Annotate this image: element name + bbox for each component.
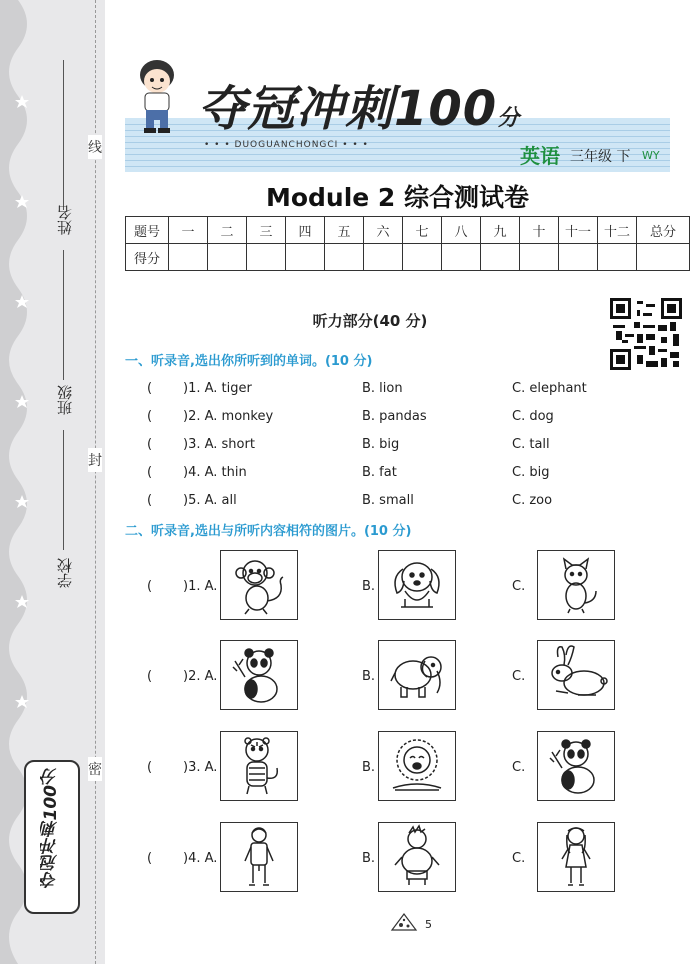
monkey-icon[interactable] — [220, 550, 298, 620]
name-line — [63, 60, 64, 210]
score-table-score-row — [126, 244, 690, 271]
score-cell[interactable] — [364, 244, 403, 271]
answer-blank[interactable]: ( — [147, 381, 153, 396]
s1-q1-option-b: B. lion — [362, 381, 403, 396]
section1-heading: 一、听录音,选出你所听到的单词。(10 分) — [125, 354, 373, 369]
score-table-header-row — [126, 217, 690, 244]
section2-heading: 二、听录音,选出与所听内容相符的图片。(10 分) — [125, 524, 412, 539]
s1-q5-option-c: C. zoo — [512, 493, 553, 508]
s2-q2-label-b: B. — [362, 669, 376, 684]
boy-icon[interactable] — [220, 822, 298, 892]
side-logo — [24, 760, 80, 914]
score-cell[interactable] — [481, 244, 520, 271]
s2-q2-label-c: C. — [512, 669, 526, 684]
grade-label: 三年级 下 — [570, 149, 631, 165]
s2-q1-label-b: B. — [362, 579, 376, 594]
cat-icon[interactable] — [537, 550, 615, 620]
answer-blank[interactable]: ( — [147, 409, 153, 424]
score-cell[interactable] — [520, 244, 559, 271]
page-number: 5 — [425, 918, 432, 931]
rabbit-icon[interactable] — [537, 640, 615, 710]
table-col: 七 — [403, 217, 442, 244]
score-cell[interactable] — [286, 244, 325, 271]
page-title: Module 2 综合测试卷 — [265, 183, 530, 212]
s1-q2-option-b: B. pandas — [362, 409, 427, 424]
school-label: 学校 — [56, 558, 74, 588]
panda-icon[interactable] — [220, 640, 298, 710]
table-col: 十二 — [598, 217, 637, 244]
answer-blank[interactable]: ( — [147, 579, 153, 594]
s1-q4-option-a: )4. A. thin — [183, 465, 247, 480]
table-col: 四 — [286, 217, 325, 244]
answer-blank[interactable]: ( — [147, 851, 153, 866]
school-line — [63, 430, 64, 550]
table-col: 六 — [364, 217, 403, 244]
s1-q1-option-a: )1. A. tiger — [183, 381, 252, 396]
table-col: 三 — [247, 217, 286, 244]
answer-blank[interactable]: ( — [147, 465, 153, 480]
side-logo-text: 夺冠冲刺100分 — [41, 768, 61, 889]
dog-icon[interactable] — [378, 550, 456, 620]
table-col: 十 — [520, 217, 559, 244]
table-col: 一 — [169, 217, 208, 244]
s1-q4-option-b: B. fat — [362, 465, 397, 480]
logo-title: 夺冠冲刺100分 — [198, 81, 521, 137]
tiger-icon[interactable] — [220, 731, 298, 801]
boy-mascot-icon — [130, 55, 185, 135]
qr-code-icon[interactable] — [610, 298, 682, 370]
s1-q3-option-c: C. tall — [512, 437, 550, 452]
class-label: 班级 — [56, 385, 74, 415]
s2-q4-label-b: B. — [362, 851, 376, 866]
cheese-icon — [390, 912, 418, 934]
listening-title: 听力部分(40 分) — [312, 312, 428, 330]
score-cell[interactable] — [247, 244, 286, 271]
score-cell[interactable] — [169, 244, 208, 271]
edition-label: WY — [642, 149, 660, 162]
logo-subtitle: • • • DUOGUANCHONGCI • • • — [204, 140, 369, 150]
s2-q1-label-a: )1. A. — [183, 579, 218, 594]
answer-blank[interactable]: ( — [147, 669, 153, 684]
table-col: 五 — [325, 217, 364, 244]
s1-q2-option-a: )2. A. monkey — [183, 409, 274, 424]
score-cell[interactable] — [598, 244, 637, 271]
girl-icon[interactable] — [537, 822, 615, 892]
name-label: 姓名 — [56, 205, 74, 235]
s2-q3-label-c: C. — [512, 760, 526, 775]
score-table — [125, 216, 690, 271]
s1-q5-option-a: )5. A. all — [183, 493, 237, 508]
table-label-question: 题号 — [126, 217, 169, 244]
s1-q5-option-b: B. small — [362, 493, 414, 508]
cut-word-feng: 封 — [88, 448, 102, 472]
s2-q3-label-a: )3. A. — [183, 760, 218, 775]
s2-q2-label-a: )2. A. — [183, 669, 218, 684]
subject-label: 英语 — [520, 144, 560, 168]
s2-q3-label-b: B. — [362, 760, 376, 775]
s1-q3-option-a: )3. A. short — [183, 437, 255, 452]
table-col: 十一 — [559, 217, 598, 244]
fat-boy-icon[interactable] — [378, 822, 456, 892]
s1-q2-option-c: C. dog — [512, 409, 554, 424]
s2-q4-label-c: C. — [512, 851, 526, 866]
elephant-icon[interactable] — [378, 640, 456, 710]
score-cell[interactable] — [325, 244, 364, 271]
cut-word-xian: 线 — [88, 135, 102, 159]
score-cell[interactable] — [442, 244, 481, 271]
table-col: 八 — [442, 217, 481, 244]
binding-margin — [0, 0, 105, 964]
answer-blank[interactable]: ( — [147, 760, 153, 775]
answer-blank[interactable]: ( — [147, 493, 153, 508]
answer-blank[interactable]: ( — [147, 437, 153, 452]
s2-q4-label-a: )4. A. — [183, 851, 218, 866]
panda-icon[interactable] — [537, 731, 615, 801]
table-col: 九 — [481, 217, 520, 244]
s1-q4-option-c: C. big — [512, 465, 550, 480]
score-cell[interactable] — [208, 244, 247, 271]
lion-icon[interactable] — [378, 731, 456, 801]
table-col-total: 总分 — [637, 217, 690, 244]
table-label-score: 得分 — [126, 244, 169, 271]
table-col: 二 — [208, 217, 247, 244]
class-line — [63, 250, 64, 380]
s2-q1-label-c: C. — [512, 579, 526, 594]
score-cell[interactable] — [559, 244, 598, 271]
score-cell[interactable] — [403, 244, 442, 271]
score-cell-total[interactable] — [637, 244, 690, 271]
cut-word-mi: 密 — [88, 757, 102, 781]
s1-q1-option-c: C. elephant — [512, 381, 587, 396]
s1-q3-option-b: B. big — [362, 437, 400, 452]
